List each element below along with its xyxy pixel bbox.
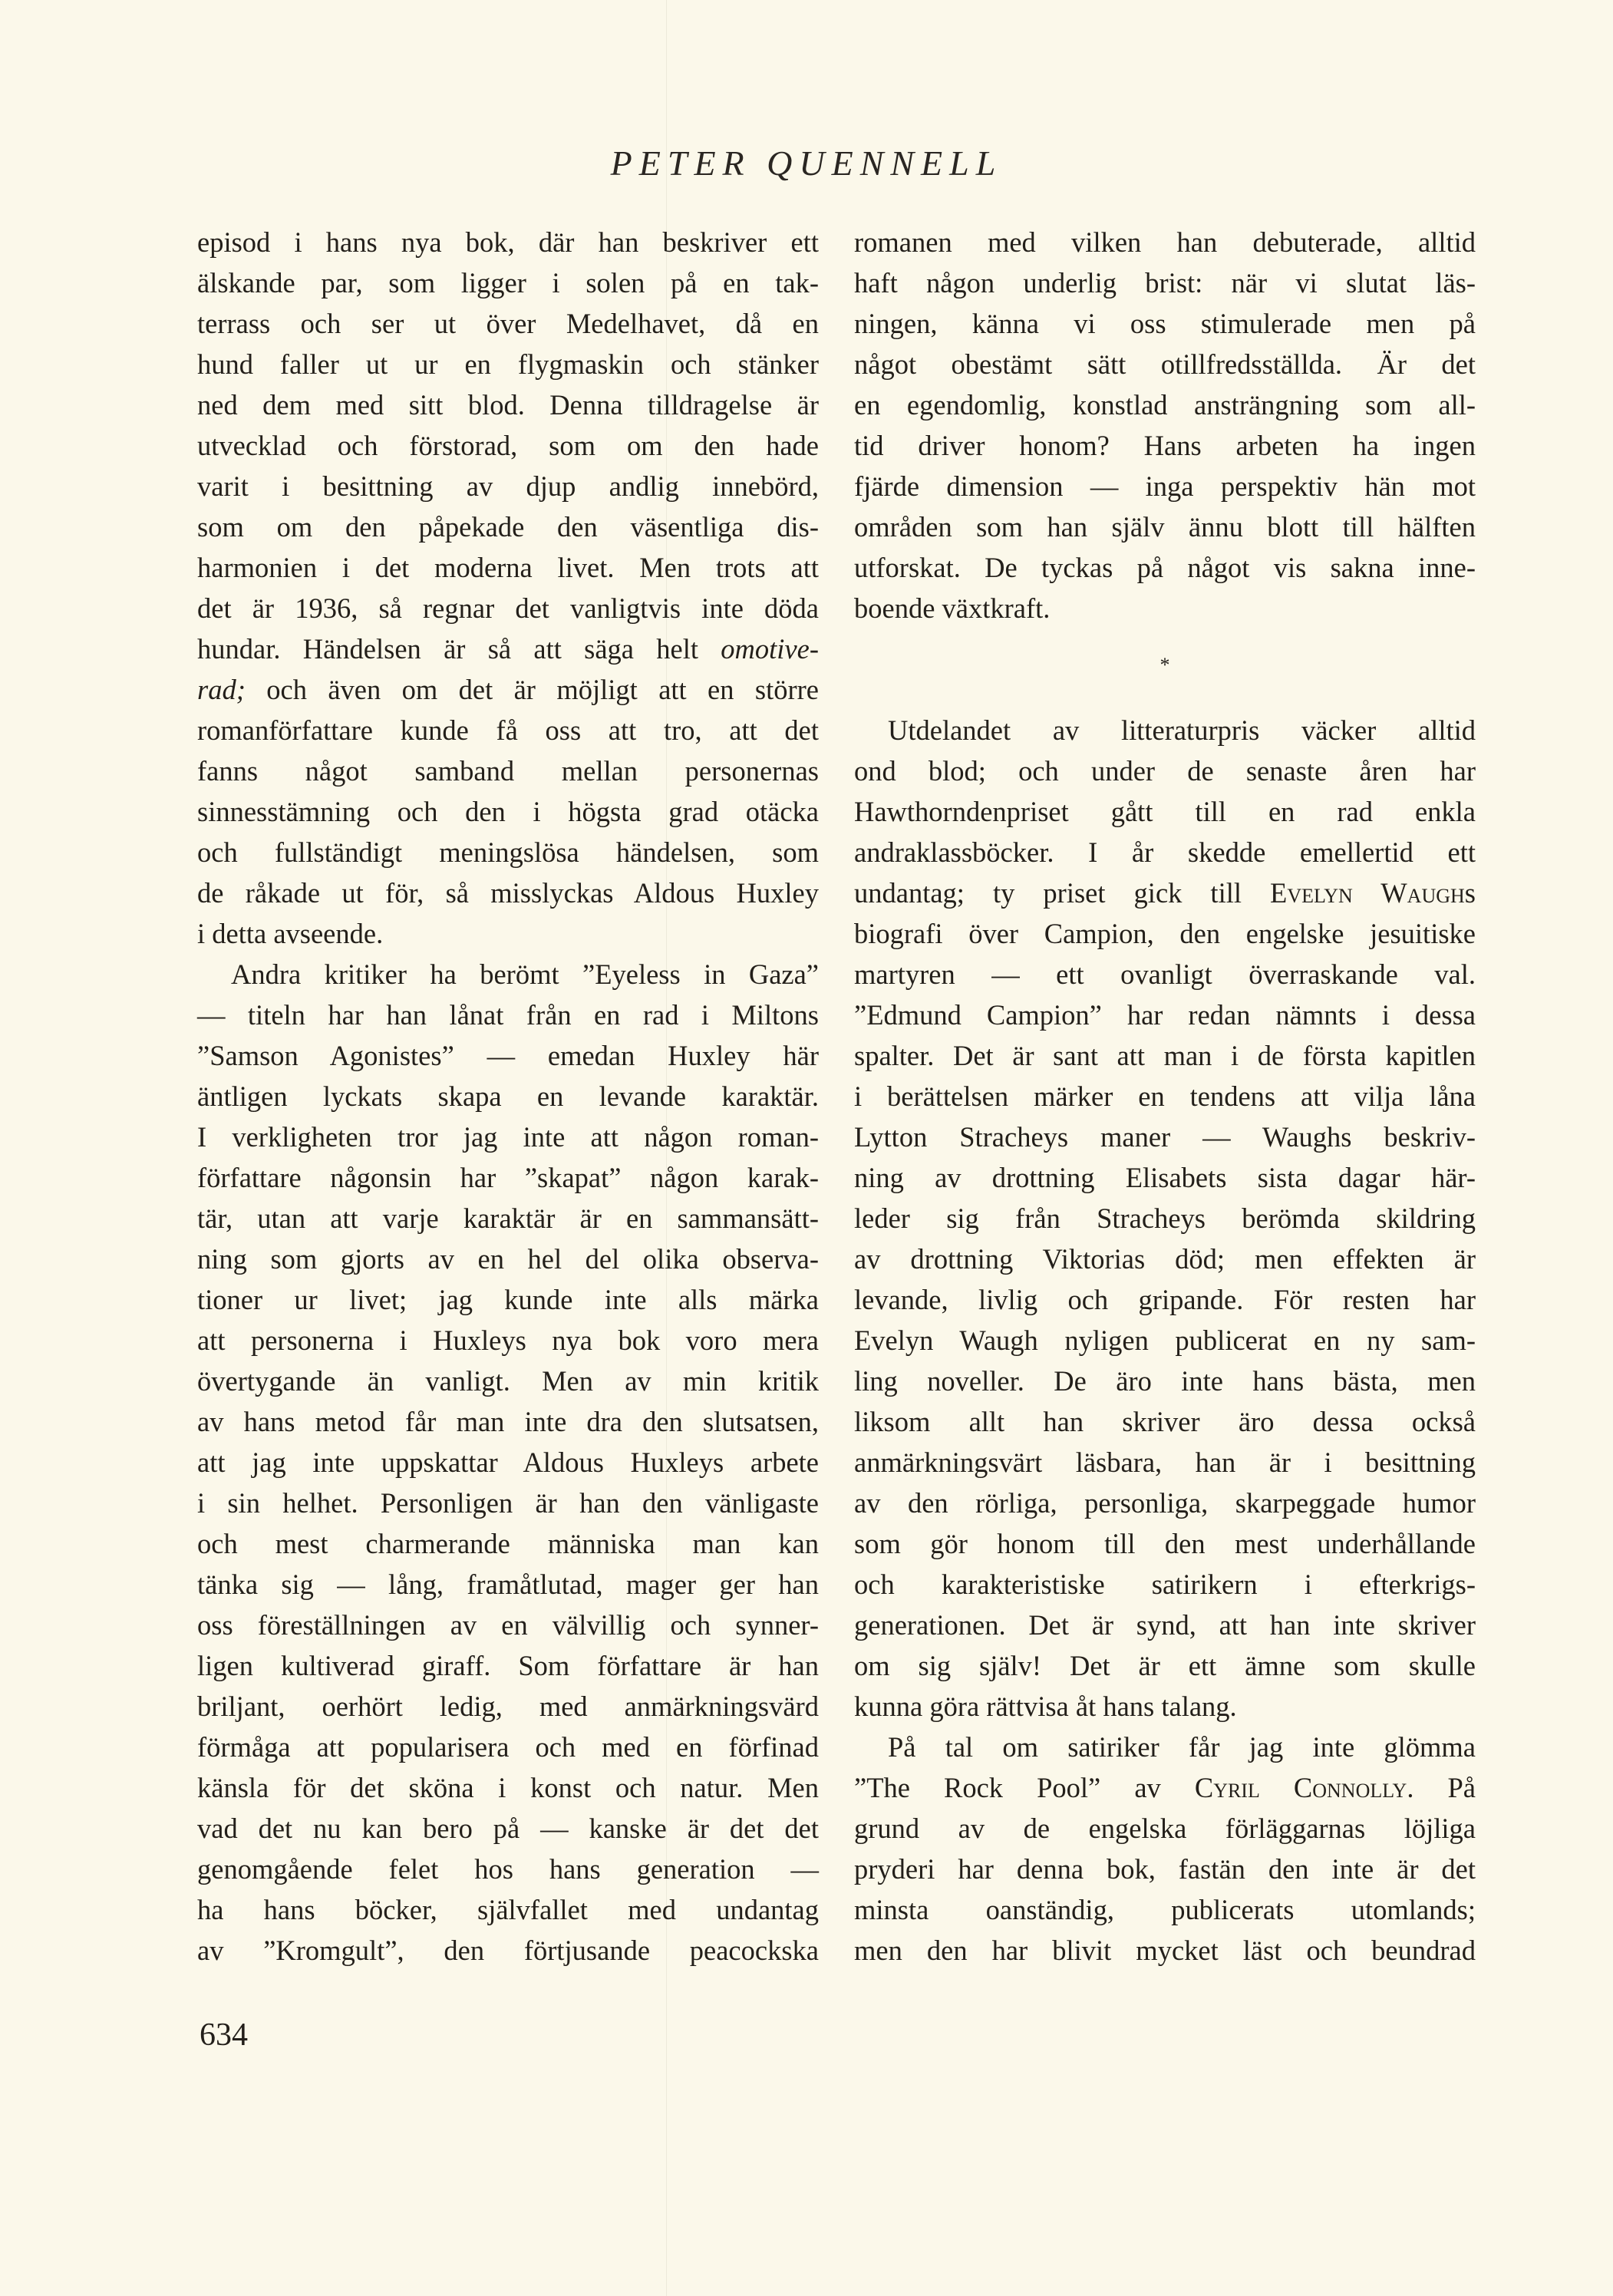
text-line: Utdelandet av litteraturpris väcker alltid: [888, 714, 1476, 746]
text-line: romanförfattare kunde få oss att tro, att det: [197, 714, 819, 746]
text-line: minsta oanständig, publicerats utomlands;: [854, 1894, 1476, 1925]
text-line: varit i besittning av djup andlig innebörd,: [197, 470, 819, 502]
text-line: ”Edmund Campion” har redan nämnts i dessa: [854, 999, 1476, 1031]
text-line: om sig själv! Det är ett ämne som skulle: [854, 1650, 1476, 1681]
text-line: av ”Kromgult”, den förtjusande peacockska: [197, 1935, 819, 1966]
text-line: fjärde dimension — inga perspektiv hän mot: [854, 470, 1476, 502]
text-line: älskande par, som ligger i solen på en tak-: [197, 267, 819, 299]
section-break-asterisk: *: [1159, 654, 1170, 676]
text-line: ligen kultiverad giraff. Som författare är han: [197, 1650, 819, 1681]
right-column-bottom: [854, 710, 1476, 1971]
text-line: ”Samson Agonistes” — emedan Huxley här: [197, 1040, 819, 1071]
paragraph: [197, 222, 819, 954]
text-segment: och även om det är möjligt att en större: [245, 674, 819, 705]
text-line: boende växtkraft.: [854, 592, 1051, 624]
text-line: det är 1936, så regnar det vanligtvis inte döda: [197, 592, 819, 624]
text-line: författare någonsin har ”skapat” någon karak-: [197, 1162, 819, 1193]
text-line: liksom allt han skriver äro dessa också: [854, 1406, 1476, 1437]
text-line: [197, 628, 819, 669]
text-line: ha hans böcker, självfallet med undantag: [197, 1894, 819, 1925]
text-line: oss föreställningen av en välvillig och synner-: [197, 1609, 819, 1641]
text-line: Hawthorndenpriset gått till en rad enkla: [854, 796, 1476, 827]
text-line: att jag inte uppskattar Aldous Huxleys arbete: [197, 1447, 819, 1478]
italic-text: rad;: [197, 674, 246, 705]
text-line: ning som gjorts av en hel del olika observa-: [197, 1243, 819, 1275]
text-segment: . På: [1407, 1772, 1476, 1803]
text-line: känsla för det sköna i konst och natur. Men: [197, 1772, 819, 1803]
paragraph: [854, 1727, 1476, 1971]
text-line: romanen med vilken han debuterade, alltid: [854, 226, 1476, 258]
text-line: äntligen lyckats skapa en levande karaktär.: [197, 1080, 819, 1112]
text-line: tär, utan att varje karaktär är en sammansätt-: [197, 1202, 819, 1234]
text-line: tioner ur livet; jag kunde inte alls märka: [197, 1284, 819, 1315]
text-line: pryderi har denna bok, fastän den inte är det: [854, 1853, 1476, 1885]
text-line: i detta avseende.: [197, 918, 384, 949]
small-caps-name: Evelyn Waugh: [1270, 877, 1465, 909]
text-line: områden som han själv ännu blott till hälften: [854, 511, 1476, 543]
running-header: PETER QUENNELL: [610, 144, 1003, 183]
text-line: På tal om satiriker får jag inte glömma: [888, 1731, 1476, 1763]
text-line: generationen. Det är synd, att han inte skriver: [854, 1609, 1476, 1641]
text-line: att personerna i Huxleys nya bok voro mera: [197, 1324, 819, 1356]
text-line: Lytton Stracheys maner — Waughs beskriv-: [854, 1121, 1476, 1153]
text-segment: hundar. Händelsen är så att säga helt: [197, 633, 721, 665]
text-line: något obestämt sätt otillfredsställda. Är det: [854, 348, 1476, 380]
text-line: i sin helhet. Personligen är han den vänligaste: [197, 1487, 819, 1519]
text-line: anmärkningsvärt läsbara, han är i besittning: [854, 1447, 1476, 1478]
text-line: förmåga att popularisera och med en förfinad: [197, 1731, 819, 1763]
text-line: episod i hans nya bok, där han beskriver ett: [197, 226, 819, 258]
right-column-top: [854, 222, 1476, 628]
text-segment: s: [1464, 877, 1476, 909]
text-segment: undantag; ty priset gick till: [854, 877, 1271, 909]
page-number: 634: [200, 2017, 248, 2053]
text-line: [854, 873, 1476, 913]
text-line: sinnesstämning och den i högsta grad otäcka: [197, 796, 819, 827]
text-line: av den rörliga, personliga, skarpeggade humor: [854, 1487, 1476, 1519]
text-line: levande, livlig och gripande. För resten har: [854, 1284, 1476, 1315]
text-line: leder sig från Stracheys berömda skildring: [854, 1202, 1476, 1234]
text-line: briljant, oerhört ledig, med anmärkningsvärd: [197, 1691, 819, 1722]
text-line: ling noveller. De äro inte hans bästa, men: [854, 1365, 1476, 1397]
text-line: tid driver honom? Hans arbeten ha ingen: [854, 430, 1476, 461]
text-line: harmonien i det moderna livet. Men trots att: [197, 552, 819, 583]
italic-text: omotive-: [721, 633, 819, 665]
text-line: spalter. Det är sant att man i de första kapitlen: [854, 1040, 1476, 1071]
text-line: grund av de engelska förläggarnas löjliga: [854, 1813, 1476, 1844]
text-line: utvecklad och förstorad, som om den hade: [197, 430, 819, 461]
small-caps-name: Cyril Connolly: [1194, 1772, 1407, 1803]
text-line: vad det nu kan bero på — kanske är det det: [197, 1813, 819, 1844]
text-line: en egendomlig, konstlad ansträngning som all-: [854, 389, 1476, 421]
left-column: [197, 222, 819, 1971]
text-line: — titeln har han lånat från en rad i Miltons: [197, 999, 819, 1031]
text-line: ning av drottning Elisabets sista dagar här-: [854, 1162, 1476, 1193]
text-line: utforskat. De tyckas på något vis sakna inne-: [854, 552, 1476, 583]
text-line: Evelyn Waugh nyligen publicerat en ny sam-: [854, 1324, 1476, 1356]
text-line: av drottning Viktorias död; men effekten är: [854, 1243, 1476, 1275]
text-line: de råkade ut för, så misslyckas Aldous Huxley: [197, 877, 819, 909]
text-line: som om den påpekade den väsentliga dis-: [197, 511, 819, 543]
text-line: ned dem med sitt blod. Denna tilldragelse är: [197, 389, 819, 421]
text-line: biografi över Campion, den engelske jesuitiske: [854, 918, 1476, 949]
text-line: ningen, känna vi oss stimulerade men på: [854, 308, 1476, 339]
text-line: Andra kritiker ha berömt ”Eyeless in Gaza”: [231, 958, 819, 990]
text-line: kunna göra rättvisa åt hans talang.: [854, 1691, 1237, 1722]
text-line: av hans metod får man inte dra den slutsatsen,: [197, 1406, 819, 1437]
text-line: som gör honom till den mest underhållande: [854, 1528, 1476, 1559]
text-line: fanns något samband mellan personernas: [197, 755, 819, 787]
text-line: och mest charmerande människa man kan: [197, 1528, 819, 1559]
text-line: I verkligheten tror jag inte att någon roman-: [197, 1121, 819, 1153]
text-line: [854, 1767, 1476, 1808]
text-line: haft någon underlig brist: när vi slutat läs-: [854, 267, 1476, 299]
text-line: tänka sig — lång, framåtlutad, mager ger han: [197, 1569, 819, 1600]
text-segment: ”The Rock Pool” av: [854, 1772, 1195, 1803]
text-line: och karakteristiske satirikern i efterkrigs-: [854, 1569, 1476, 1600]
text-line: [197, 669, 819, 710]
text-line: och fullständigt meningslösa händelsen, som: [197, 836, 819, 868]
text-line: hund faller ut ur en flygmaskin och stänker: [197, 348, 819, 380]
text-line: martyren — ett ovanligt överraskande val.: [854, 958, 1476, 990]
text-line: i berättelsen märker en tendens att vilja låna: [854, 1080, 1476, 1112]
paragraph: [854, 222, 1476, 628]
text-line: genomgående felet hos hans generation —: [197, 1853, 819, 1885]
paragraph: [854, 710, 1476, 1727]
text-line: men den har blivit mycket läst och beundrad: [854, 1935, 1476, 1966]
text-line: övertygande än vanligt. Men av min kritik: [197, 1365, 819, 1397]
text-line: ond blod; och under de senaste åren har: [854, 755, 1476, 787]
text-line: andraklassböcker. I år skedde emellertid ett: [854, 836, 1476, 868]
text-line: terrass och ser ut över Medelhavet, då en: [197, 308, 819, 339]
paragraph: [197, 954, 819, 1971]
